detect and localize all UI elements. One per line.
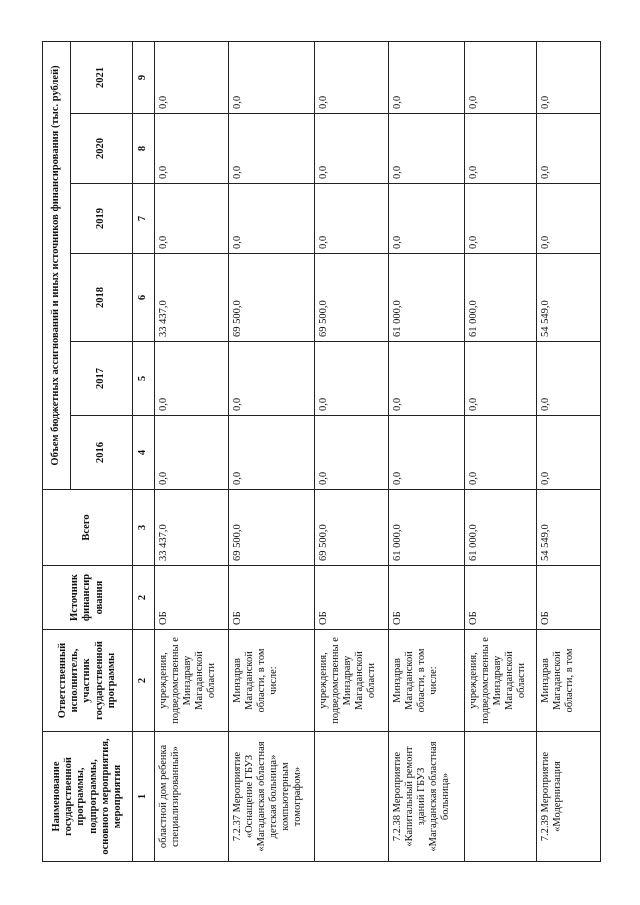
- table-row: [229, 41, 315, 861]
- row-year-value: 0,0: [229, 184, 315, 254]
- row-year-value: 0,0: [315, 41, 389, 113]
- row-year-value: 0,0: [537, 114, 601, 184]
- row-year-value: 61 000,0: [389, 254, 465, 342]
- table-row: [315, 41, 389, 861]
- header-year: 2020: [71, 114, 133, 184]
- row-year-value: 0,0: [389, 416, 465, 490]
- row-executor: Минздрав Магаданской области, в том: [537, 630, 601, 732]
- header-name: Наименование государственной программы, подпрограммы, основного мероприятия, мероприятия: [43, 732, 133, 862]
- row-year-value: 0,0: [155, 342, 229, 416]
- row-total: 69 500,0: [315, 490, 389, 566]
- column-index: 5: [133, 342, 155, 416]
- column-index: 8: [133, 114, 155, 184]
- row-year-value: 0,0: [155, 184, 229, 254]
- row-year-value: 0,0: [389, 184, 465, 254]
- header-row-top: [43, 41, 71, 861]
- row-executor: учреждения, подведомственны е Минздраву Магаданской области: [155, 630, 229, 732]
- row-name: [315, 732, 389, 862]
- row-year-value: 0,0: [537, 416, 601, 490]
- header-year: 2018: [71, 254, 133, 342]
- column-index: 3: [133, 490, 155, 566]
- row-name: 7.2.38 Мероприятие «Капитальный ремонт зданий ГБУЗ «Магаданская областная больница»: [389, 732, 465, 862]
- row-total: 69 500,0: [229, 490, 315, 566]
- column-index: 2: [133, 566, 155, 630]
- header-year: 2016: [71, 416, 133, 490]
- table-row: [155, 41, 229, 861]
- table-row: [537, 41, 601, 861]
- row-year-value: 0,0: [229, 416, 315, 490]
- row-executor: учреждения, подведомственны е Минздраву Магаданской области: [315, 630, 389, 732]
- header-financing-group: Объем бюджетных ассигнований и иных источников финансирования (тыс. рублей): [43, 41, 71, 489]
- row-name: [465, 732, 537, 862]
- row-source: ОБ: [465, 566, 537, 630]
- row-year-value: 0,0: [465, 342, 537, 416]
- row-year-value: 0,0: [155, 416, 229, 490]
- row-executor: Минздрав Магаданской области, в том числе:: [389, 630, 465, 732]
- header-executor: Ответственный исполнитель, участник государственной программы: [43, 630, 133, 732]
- row-year-value: 0,0: [465, 41, 537, 113]
- row-total: 54 549,0: [537, 490, 601, 566]
- row-executor: учреждения, подведомственны е Минздраву Магаданской области: [465, 630, 537, 732]
- row-name: 7.2.37 Мероприятие «Оснащение ГБУЗ «Магаданская областная детская больница» компьютерным томографом»: [229, 732, 315, 862]
- row-year-value: 0,0: [537, 184, 601, 254]
- row-total: 33 437,0: [155, 490, 229, 566]
- row-year-value: 0,0: [389, 41, 465, 113]
- row-name: областной дом ребенка специализированный»: [155, 732, 229, 862]
- row-year-value: 0,0: [465, 114, 537, 184]
- row-source: ОБ: [537, 566, 601, 630]
- row-year-value: 0,0: [155, 114, 229, 184]
- row-year-value: 0,0: [229, 342, 315, 416]
- column-index-row: [133, 41, 155, 861]
- row-year-value: 0,0: [389, 342, 465, 416]
- row-year-value: 69 500,0: [315, 254, 389, 342]
- row-year-value: 33 437,0: [155, 254, 229, 342]
- header-year: 2017: [71, 342, 133, 416]
- row-year-value: 0,0: [315, 342, 389, 416]
- column-index: 4: [133, 416, 155, 490]
- row-year-value: 69 500,0: [229, 254, 315, 342]
- column-index: 9: [133, 41, 155, 113]
- row-year-value: 0,0: [389, 114, 465, 184]
- column-index: 6: [133, 254, 155, 342]
- table-row: [389, 41, 465, 861]
- financing-table: [42, 41, 601, 862]
- column-index: 7: [133, 184, 155, 254]
- row-year-value: 0,0: [229, 41, 315, 113]
- row-year-value: 0,0: [537, 41, 601, 113]
- header-year: 2021: [71, 41, 133, 113]
- row-executor: Минздрав Магаданской области, в том числе:: [229, 630, 315, 732]
- row-total: 61 000,0: [389, 490, 465, 566]
- header-source: Источник финансир ования: [43, 566, 133, 630]
- column-index: 2: [133, 630, 155, 732]
- row-name: 7.2.39 Мероприятие «Модернизация: [537, 732, 601, 862]
- row-year-value: 0,0: [155, 41, 229, 113]
- table-body: [155, 41, 601, 861]
- row-source: ОБ: [315, 566, 389, 630]
- row-source: ОБ: [389, 566, 465, 630]
- column-index: 1: [133, 732, 155, 862]
- row-year-value: 0,0: [315, 184, 389, 254]
- row-source: ОБ: [229, 566, 315, 630]
- row-year-value: 54 549,0: [537, 254, 601, 342]
- rotated-page: [42, 42, 598, 862]
- header-total: Всего: [43, 490, 133, 566]
- row-year-value: 0,0: [315, 416, 389, 490]
- row-total: 61 000,0: [465, 490, 537, 566]
- row-year-value: 0,0: [465, 184, 537, 254]
- table-row: [465, 41, 537, 861]
- row-source: ОБ: [155, 566, 229, 630]
- row-year-value: 0,0: [315, 114, 389, 184]
- row-year-value: 0,0: [465, 416, 537, 490]
- row-year-value: 0,0: [537, 342, 601, 416]
- row-year-value: 0,0: [229, 114, 315, 184]
- header-year: 2019: [71, 184, 133, 254]
- row-year-value: 61 000,0: [465, 254, 537, 342]
